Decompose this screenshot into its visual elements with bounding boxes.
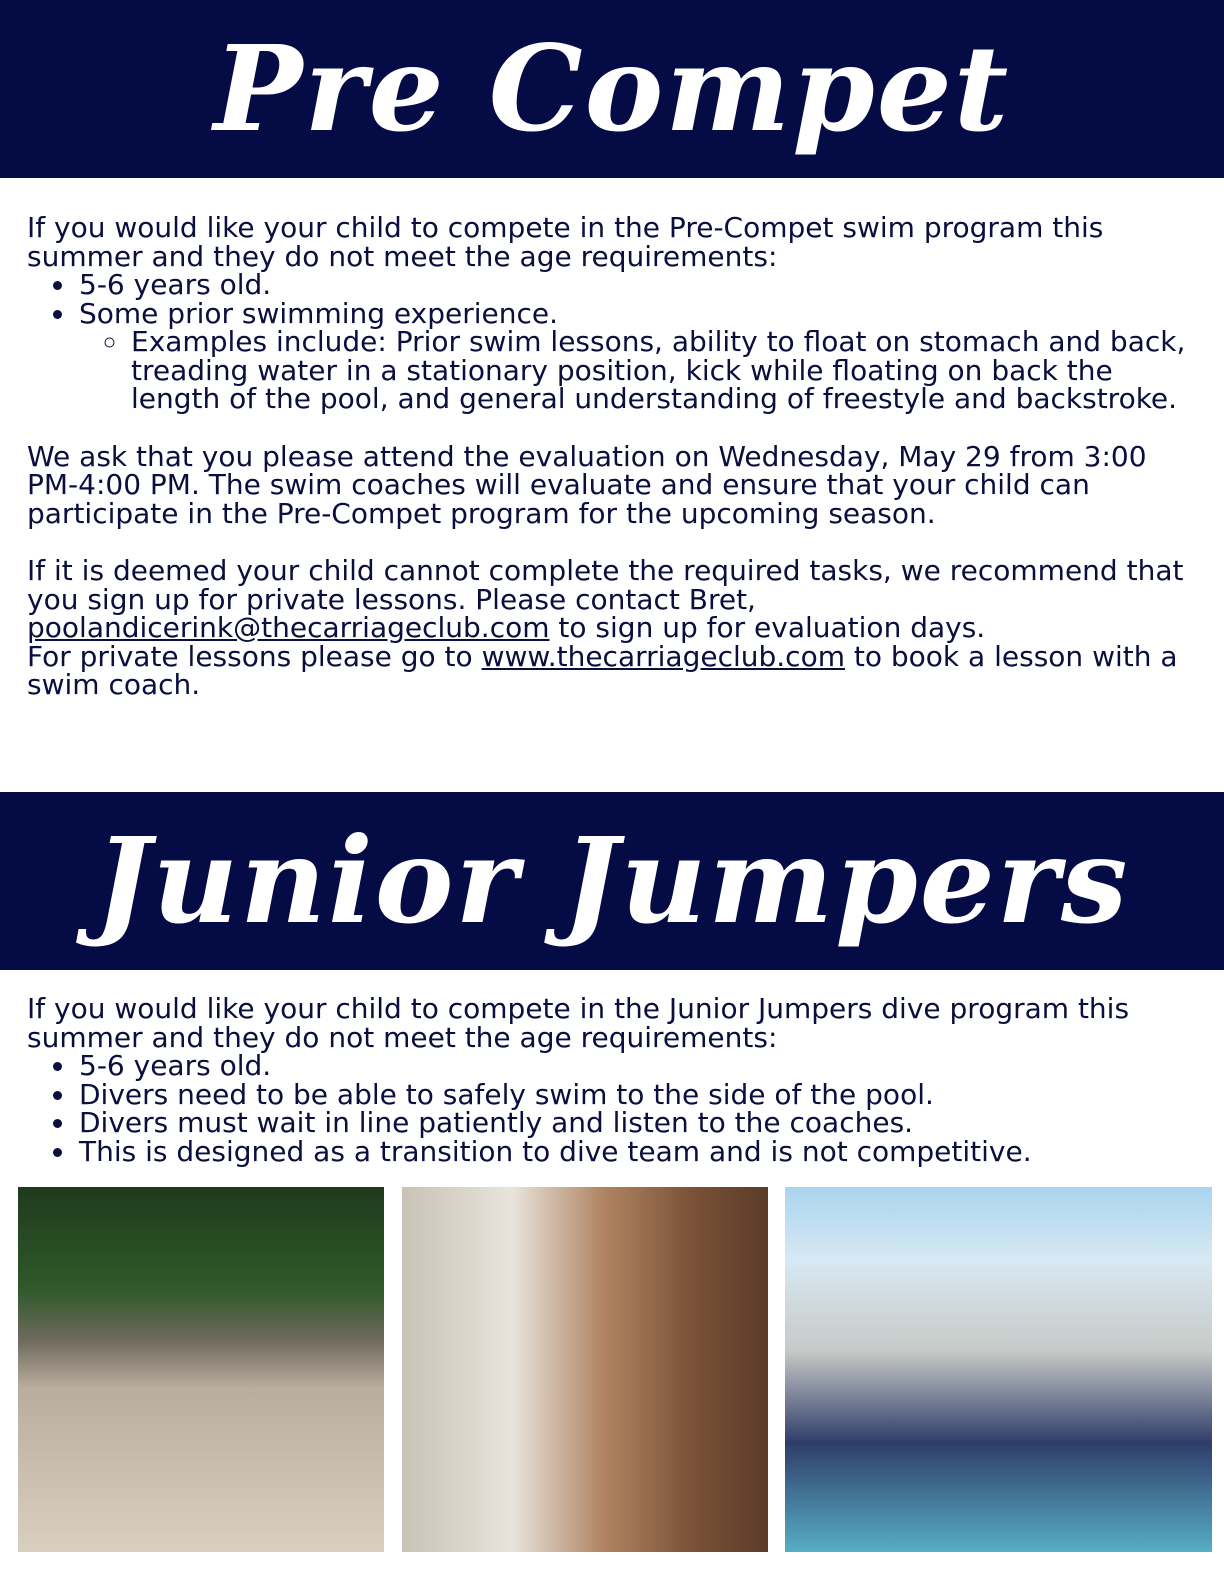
evaluation-paragraph: We ask that you please attend the evaluation on Wednesday, May 29 from 3:00 PM-4:00 PM. The swim coaches will evaluate and ensure that your child can participate in the Pre-Compet program for the upcoming season. (27, 439, 1147, 530)
pre-compet-title: Pre Compet (213, 19, 1011, 158)
list-item: ◦ Examples include: Prior swim lessons, ability to float on stomach and back, treading water in a stationary position, kick while floating on back the length of the pool, and general understanding of freestyle and backstroke. (129, 328, 1202, 414)
recommend-text: If it is deemed your child cannot complete the required tasks, we recommend that you sign up for private lessons. Please contact Bret, (27, 554, 1184, 616)
kids-pool-deck-photo (18, 1187, 384, 1552)
pre-compet-sub-list (79, 325, 1202, 415)
list-item (77, 296, 1202, 415)
private-lessons-paragraph (27, 554, 1202, 701)
email-suffix-text: to sign up for evaluation days. (558, 611, 986, 644)
dive-team-group-photo (785, 1187, 1212, 1552)
photo-row (18, 1187, 1212, 1552)
pre-compet-banner (0, 0, 1224, 178)
whipped-cream-face-photo (402, 1187, 768, 1552)
website-link[interactable]: www.thecarriageclub.com (481, 639, 845, 673)
junior-jumpers-title: Junior Jumpers (94, 811, 1130, 950)
junior-jumpers-intro: If you would like your child to compete in the Junior Jumpers dive program this summer and they do not meet the age requirements: (27, 992, 1130, 1054)
list-item: • 5-6 years old. (77, 271, 1202, 300)
private-prefix-text: For private lessons please go to (27, 639, 473, 673)
list-item: • Divers must wait in line patiently and listen to the coaches. (77, 1109, 1202, 1138)
private-suffix-text: to book a lesson with a swim coach. (27, 639, 1178, 701)
pre-compet-section (27, 211, 1202, 701)
junior-jumpers-banner (0, 792, 1224, 970)
junior-jumpers-section (27, 992, 1202, 1168)
list-item-text: Some prior swimming experience. (79, 296, 559, 330)
contact-email-link[interactable]: poolandicerink@thecarriageclub.com (27, 611, 550, 644)
list-item: • Divers need to be able to safely swim to the side of the pool. (77, 1081, 1202, 1110)
list-item: • 5-6 years old. (77, 1052, 1202, 1081)
list-item: • This is designed as a transition to dive team and is not competitive. (77, 1138, 1202, 1167)
pre-compet-intro: If you would like your child to compete in the Pre-Compet swim program this summer and they do not meet the age requirements: (27, 211, 1104, 273)
pre-compet-requirements (27, 268, 1202, 415)
junior-jumpers-requirements (27, 1049, 1202, 1168)
